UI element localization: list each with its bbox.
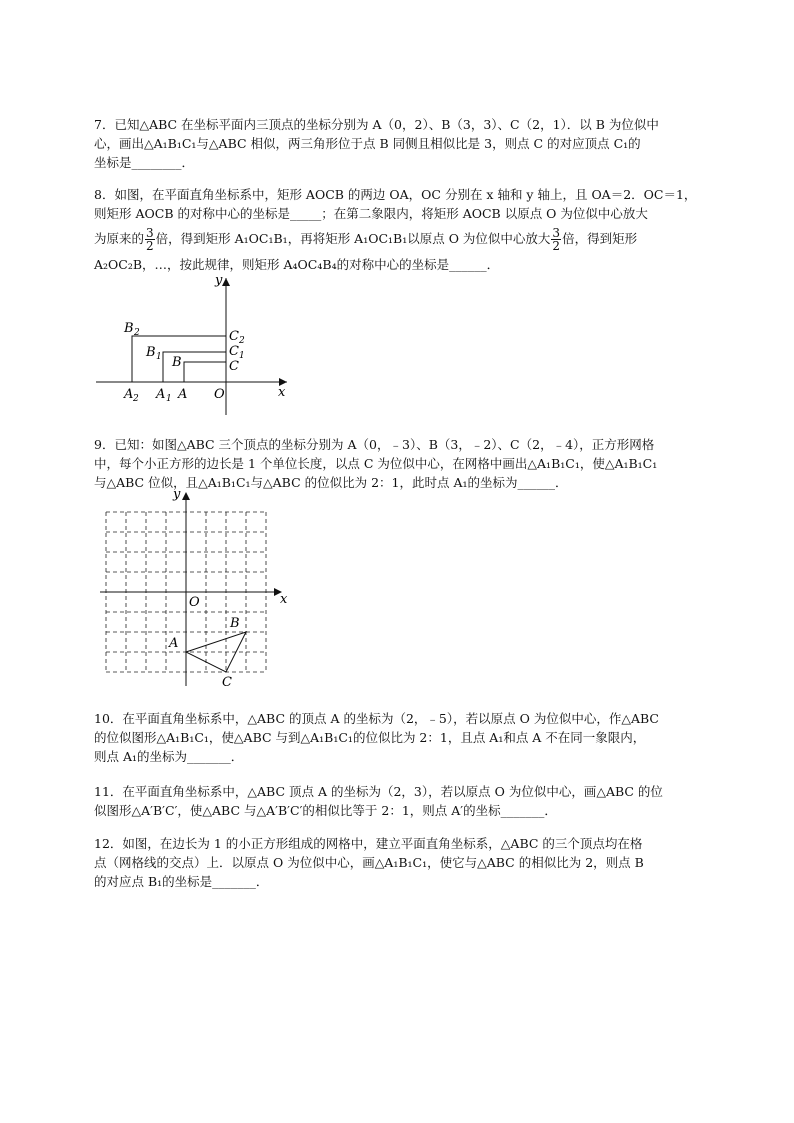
label-a: A [169, 636, 179, 651]
label-a: A [178, 387, 188, 402]
q11-line-1: 11．在平面直角坐标系中，△ABC 顶点 A 的坐标为（2，3），若以原点 O 为位似中心，画△ABC 的位 [94, 784, 663, 799]
question-11 [94, 782, 706, 820]
q9-line-3: 与△ABC 位似，且△A₁B₁C₁与△ABC 的位似比为 2：1，此时点 A₁的坐标为______． [94, 475, 568, 490]
label-b: B [230, 616, 240, 631]
label-a1-sub: 1 [166, 394, 172, 404]
q8-line-3b: 倍，得到矩形 A₁OC₁B₁，再将矩形 A₁OC₁B₁以原点 O 为位似中心放大 [155, 231, 551, 246]
label-b2: B [124, 321, 134, 336]
triangle-abc [186, 632, 246, 672]
q8-line-3 [94, 223, 706, 255]
label-c1: C [229, 344, 239, 359]
label-b1-sub: 1 [156, 352, 162, 362]
x-axis-label: x [280, 592, 288, 607]
y-arrow-icon [182, 492, 190, 500]
question-7 [94, 115, 706, 172]
label-a2: A [124, 387, 134, 402]
origin-label: O [189, 595, 200, 610]
q8-line-4: A₂OC₂B，…，按此规律，则矩形 A₄OC₄B₄的对称中心的坐标是______． [94, 257, 500, 272]
label-c: C [222, 675, 232, 690]
label-c1-sub: 1 [239, 351, 245, 361]
q8-rectangle-figure [92, 270, 302, 418]
question-10 [94, 709, 706, 766]
y-arrow-icon [222, 278, 230, 286]
q7-line-2: 心，画出△A₁B₁C₁与△ABC 相似，两三角形位于点 B 同侧且相似比是 3，则点 C 的对应顶点 C₁的 [94, 136, 641, 151]
q8-line-3c: 倍，得到矩形 [562, 231, 638, 246]
label-b2-sub: 2 [134, 328, 140, 338]
label-a1: A [156, 387, 166, 402]
q8-line-3a: 为原来的 [94, 231, 145, 246]
label-b1: B [146, 345, 156, 360]
q8-line-1: 8．如图，在平面直角坐标系中，矩形 AOCB 的两边 OA，OC 分别在 x 轴和 y 轴上，且 OA＝2．OC＝1， [94, 187, 697, 202]
question-8 [94, 185, 706, 274]
question-12 [94, 834, 706, 891]
label-c2: C [229, 329, 239, 344]
q9-line-2: 中，每个小正方形的边长是 1 个单位长度，以点 C 为位似中心，在网格中画出△A₁B₁C₁，使△A₁B₁C₁ [94, 456, 658, 471]
q7-line-3: 坐标是________． [94, 155, 195, 170]
fraction-3-2-second: $\frac{3}{2}$ [552, 226, 561, 253]
rect-aocb [184, 362, 226, 382]
q12-line-1: 12．如图，在边长为 1 的小正方形组成的网格中，建立平面直角坐标系，△ABC 的三个顶点均在格 [94, 836, 643, 851]
question-9 [94, 435, 706, 492]
q10-line-1: 10．在平面直角坐标系中，△ABC 的顶点 A 的坐标为（2，﹣5），若以原点 O 为位似中心，作△ABC [94, 711, 659, 726]
q11-line-2: 似图形△A′B′C′，使△ABC 与△A′B′C′的相似比等于 2：1，则点 A′的坐标_______． [94, 803, 557, 818]
q9-grid-figure [96, 488, 296, 690]
label-c: C [229, 359, 239, 374]
q9-line-1: 9．已知：如图△ABC 三个顶点的坐标分别为 A（0，﹣3）、B（3，﹣2）、C（2，﹣4），正方形网格 [94, 437, 655, 452]
q10-line-3: 则点 A₁的坐标为_______． [94, 749, 244, 764]
y-axis-label: y [173, 488, 181, 502]
q10-line-2: 的位似图形△A₁B₁C₁，使△ABC 与到△A₁B₁C₁的位似比为 2：1，且点 A₁和点 A 不在同一象限内， [94, 730, 646, 745]
label-b: B [172, 355, 182, 370]
origin-label: O [214, 387, 225, 402]
q12-line-2: 点（网格线的交点）上．以原点 O 为位似中心，画△A₁B₁C₁，使它与△ABC 的相似比为 2，则点 B [94, 855, 644, 870]
q7-line-1: 7．已知△ABC 在坐标平面内三顶点的坐标分别为 A（0，2）、B（3，3）、C（2，1）．以 B 为位似中 [94, 117, 659, 132]
q8-line-2: 则矩形 AOCB 的对称中心的坐标是_____；在第二象限内，将矩形 AOCB 以原点 O 为位似中心放大 [94, 206, 648, 221]
x-axis-label: x [278, 385, 286, 400]
y-axis-label: y [215, 273, 223, 288]
fraction-3-2: $\frac{3}{2}$ [146, 226, 154, 253]
q12-line-3: 的对应点 B₁的坐标是_______． [94, 874, 269, 889]
label-a2-sub: 2 [133, 394, 139, 404]
label-c2-sub: 2 [239, 336, 245, 346]
